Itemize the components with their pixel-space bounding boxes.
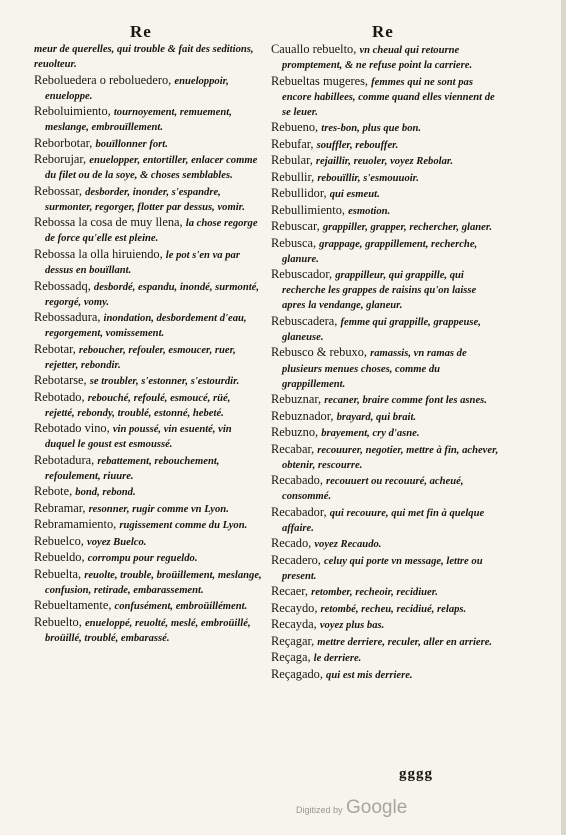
entry-headword: Cauallo rebuelto, — [271, 42, 360, 56]
dictionary-entry — [34, 501, 262, 517]
dictionary-entry — [271, 409, 499, 425]
entry-headword: Rebossa la cosa de muy llena, — [34, 215, 186, 230]
entry-definition: confusément, embroüillément. — [114, 601, 248, 613]
entry-definition: souffler, rebouffer. — [316, 139, 399, 151]
entry-definition: qui esmeut. — [329, 189, 380, 201]
entry-definition: recouurer, negotier, mettre à fin, achever, obtenir, rescourre. — [282, 444, 499, 471]
entry-headword: Rebular, — [271, 153, 316, 168]
entry-definition: vin poussé, vin esuenté, vin duquel le goust est esmoussé. — [45, 424, 232, 451]
entry-definition: rugissement comme du Lyon. — [119, 520, 248, 532]
entry-definition: le pot s'en va par dessus en bouïllant. — [45, 249, 240, 277]
entry-definition: rebouché, refoulé, esmoucé, rüé, rejetté, rebondy, troublé, estonné, hebeté. — [45, 392, 231, 419]
entry-definition: rebattement, rebouchement, refoulement, riuure. — [45, 455, 220, 482]
entry-headword: Recabado, — [271, 473, 327, 488]
entry-definition: tres-bon, plus que bon. — [321, 123, 422, 135]
entry-headword: Rebueno, — [271, 120, 322, 135]
entry-headword: Reboluimiento, — [34, 104, 114, 119]
entry-headword: Rebote, — [34, 484, 76, 499]
entry-headword: Recaydo, — [271, 600, 321, 615]
dictionary-entry — [271, 650, 499, 666]
entry-definition: grappiller, grapper, rechercher, glaner. — [322, 222, 493, 234]
entry-definition: retomber, recheoir, recidiuer. — [311, 587, 438, 599]
entry-definition: brayard, qui brait. — [336, 411, 417, 423]
entry-definition: celuy qui porte vn message, lettre ou present. — [282, 555, 483, 582]
entry-definition: grappilleur, qui grappille, qui recherche les grappes de raisins qu'on laisse apres la vendange, glaneur. — [282, 270, 477, 312]
entry-headword: Rebusca, — [271, 235, 320, 250]
dictionary-entry — [271, 667, 499, 683]
entry-headword: Rebotar, — [34, 341, 79, 356]
entry-definition: corrompu pour regueldo. — [87, 553, 198, 565]
dictionary-entry — [271, 170, 499, 186]
entry-definition: voyez Recaudo. — [314, 539, 382, 551]
dictionary-entry — [34, 567, 262, 598]
dictionary-entry — [34, 598, 262, 614]
entry-definition: retombé, recheu, recidiué, relaps. — [320, 603, 467, 615]
dictionary-entry — [34, 390, 262, 421]
dictionary-entry — [271, 617, 499, 633]
dictionary-entry — [271, 392, 499, 408]
dictionary-entry — [34, 310, 262, 341]
dictionary-entry — [271, 314, 499, 345]
entry-headword: Rebuznar, — [271, 392, 325, 407]
entry-headword: Rebossadq, — [34, 278, 94, 293]
dictionary-entry — [271, 267, 499, 313]
entry-definition: voyez Buelco. — [87, 536, 147, 548]
dictionary-entry — [271, 120, 499, 136]
dictionary-entry — [271, 473, 499, 504]
dictionary-entry — [34, 247, 262, 278]
entry-headword: Rebullidor, — [271, 186, 330, 201]
entry-headword: Rebuscador, — [271, 267, 336, 282]
running-head-left: Re — [130, 22, 152, 41]
entry-headword: Rebuznador, — [271, 408, 337, 423]
entry-definition: ramassis, vn ramas de plusieurs menues choses, comme du grappillement. — [282, 348, 467, 390]
entry-headword: Rebuelco, — [34, 533, 87, 548]
dictionary-entry — [271, 219, 499, 235]
entry-definition: vn cheual qui retourne promptement, & ne refuse point la carriere. — [282, 45, 473, 72]
entry-headword: Rebotarse, — [34, 373, 90, 388]
entry-headword: Rebuelta, — [34, 566, 85, 581]
dictionary-entry — [34, 517, 262, 533]
entry-headword: Rebuelto, — [34, 614, 85, 629]
running-head-right: Re — [372, 22, 394, 41]
entry-headword: Rebuzno, — [271, 425, 322, 440]
entry-headword: Rebuscar, — [271, 219, 323, 234]
entry-definition: qui recouure, qui met fin à quelque affaire. — [282, 507, 485, 534]
entry-definition: brayement, cry d'asne. — [321, 428, 420, 440]
entry-headword: Recabador, — [271, 504, 330, 519]
entry-definition: qui est mis derriere. — [326, 669, 413, 681]
dictionary-entry — [34, 615, 262, 646]
dictionary-entry — [271, 553, 499, 584]
entry-headword: Rebueltamente, — [34, 598, 115, 613]
entry-headword: Rebullir, — [271, 169, 318, 184]
entry-headword: Rebusco & rebuxo, — [271, 345, 371, 360]
entry-headword: Rebueltas mugeres, — [271, 73, 372, 88]
dictionary-entry — [271, 203, 499, 219]
entry-headword: Rebotado, — [34, 389, 88, 404]
entry-definition: bond, rebond. — [75, 487, 136, 499]
entry-headword: Reçagar, — [271, 633, 318, 648]
dictionary-entry — [34, 534, 262, 550]
dictionary-entry — [34, 104, 262, 135]
dictionary-entry — [34, 342, 262, 373]
entry-headword: Rebueldo, — [34, 550, 88, 565]
dictionary-entry — [271, 425, 499, 441]
digitized-footer — [296, 797, 456, 819]
dictionary-entry — [271, 536, 499, 552]
entry-definition: bouïllonner fort. — [95, 138, 168, 150]
entry-definition: esmotion. — [348, 205, 391, 217]
dictionary-entry — [34, 152, 262, 183]
dictionary-entry — [34, 42, 262, 72]
dictionary-entry — [34, 215, 262, 246]
entry-headword: Rebramamiento, — [34, 517, 120, 532]
entry-definition: inondation, desbordement d'eau, regorgement, vomissement. — [45, 313, 247, 340]
entry-definition: se troubler, s'estonner, s'estourdir. — [89, 376, 240, 388]
entry-headword: Rebossa la olla hiruiendo, — [34, 246, 166, 261]
dictionary-entry — [34, 279, 262, 310]
dictionary-entry — [34, 373, 262, 389]
dictionary-entry — [34, 550, 262, 566]
entry-definition: meur de querelles, qui trouble & fait des seditions, reuolteur. — [34, 44, 254, 71]
entry-definition: recaner, braire comme font les asnes. — [324, 395, 487, 407]
entry-definition: femmes qui ne sont pas encore habillees, comme quand elles viennent de se leuer. — [282, 76, 495, 118]
dictionary-entry — [271, 74, 499, 120]
entry-headword: Rebossar, — [34, 183, 86, 198]
entry-headword: Recaer, — [271, 584, 312, 599]
entry-headword: Reboluedera o reboluedero, — [34, 72, 175, 87]
entry-headword: Rebuscadera, — [271, 313, 341, 328]
entry-definition: la chose regorge de force qu'elle est pleine. — [45, 218, 258, 245]
entry-headword: Recadero, — [271, 552, 324, 567]
signature-mark: gggg — [399, 766, 433, 782]
entry-headword: Reçagado, — [271, 666, 327, 681]
entry-definition: voyez plus bas. — [319, 620, 385, 632]
entry-definition: enueloppoir, enueloppe. — [45, 75, 229, 102]
dictionary-entry — [271, 345, 499, 391]
entry-headword: Rebullimiento, — [271, 202, 349, 217]
entry-headword: Recado, — [271, 536, 315, 551]
entry-definition: rebouïllir, s'esmouuoir. — [317, 172, 419, 184]
dictionary-entry — [271, 584, 499, 600]
dictionary-entry — [34, 484, 262, 500]
dictionary-entry — [271, 601, 499, 617]
google-logo: Google — [346, 797, 408, 818]
dictionary-entry — [271, 236, 499, 267]
entry-headword: Recayda, — [271, 617, 320, 632]
entry-headword: Rebufar, — [271, 136, 317, 151]
entry-definition: resonner, rugir comme vn Lyon. — [88, 503, 229, 515]
entry-definition: desborder, inonder, s'espandre, surmonter, regorger, flotter par dessus, vomir. — [45, 186, 245, 213]
dictionary-entry — [34, 421, 262, 452]
dictionary-entry — [271, 42, 499, 73]
dictionary-entry — [271, 153, 499, 169]
dictionary-entry — [34, 453, 262, 484]
entry-definition: femme qui grappille, grappeuse, glaneuse. — [282, 316, 481, 343]
entry-definition: tournoyement, remuement, meslange, embrouïllement. — [45, 107, 232, 134]
dictionary-entry — [271, 137, 499, 153]
entry-headword: Rebossadura, — [34, 310, 104, 325]
page-edge — [561, 0, 566, 835]
digitized-by-label: Digitized by — [296, 805, 343, 815]
entry-definition: reuolte, trouble, broüillement, meslange, confusion, retirade, embarassement. — [45, 569, 262, 596]
entry-definition: recouuert ou recouuré, acheué, consommé. — [282, 476, 464, 503]
entry-headword: Rebramar, — [34, 500, 89, 515]
entry-definition: desbordé, espandu, inondé, surmonté, regorgé, vomy. — [45, 281, 259, 308]
dictionary-entry — [271, 442, 499, 473]
entry-headword: Reçaga, — [271, 650, 314, 665]
entry-definition: enueloppé, reuolté, meslé, embroüillé, broüillé, troublé, embarassé. — [45, 617, 251, 645]
dictionary-entry — [34, 73, 262, 104]
entry-definition: le derriere. — [313, 653, 362, 665]
entry-headword: Rebotadura, — [34, 452, 98, 467]
dictionary-entry — [271, 505, 499, 536]
dictionary-entry — [34, 136, 262, 152]
right-column — [271, 42, 499, 683]
entry-headword: Recabar, — [271, 441, 318, 456]
dictionary-entry — [34, 184, 262, 215]
entry-headword: Rebotado vino, — [34, 421, 113, 436]
entry-definition: mettre derriere, reculer, aller en arriere. — [317, 636, 493, 648]
entry-definition: rejaillir, reuoler, voyez Rebolar. — [315, 156, 454, 168]
entry-headword: Reborbotar, — [34, 135, 96, 150]
entry-definition: reboucher, refouler, esmoucer, ruer, rejetter, rebondir. — [45, 344, 236, 371]
dictionary-entry — [271, 186, 499, 202]
entry-headword: Reborujar, — [34, 152, 90, 167]
entry-definition: grappage, grappillement, recherche, glanure. — [282, 238, 478, 265]
entry-definition: enuelopper, entortiller, enlacer comme du filet ou de la soye, & choses semblables. — [45, 155, 258, 182]
left-column — [34, 42, 262, 647]
dictionary-entry — [271, 634, 499, 650]
